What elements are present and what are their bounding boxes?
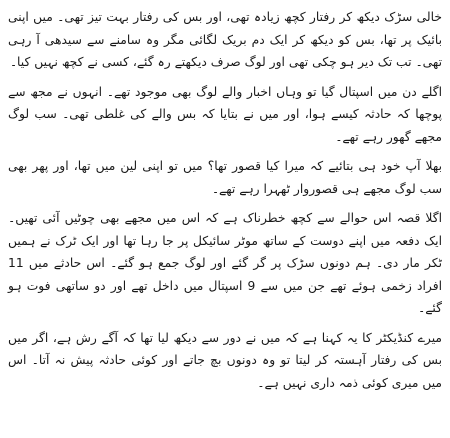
paragraph-5: میرے کنڈیکٹر کا یہ کہنا ہے کہ میں نے دور سے دیکھ لیا تھا کہ آگے رش ہے، اگر میں بس کی رفتار آہستہ کر لیتا تو وہ دونوں بچ جاتے اور کوئی حادثہ پیش نہ آتا۔ اس میں میری کوئی ذمہ داری نہیں ہے۔	[8, 330, 442, 390]
paragraph-1: خالی سڑک دیکھ کر رفتار کچھ زیادہ تھی، اور بس کی رفتار بہت تیز تھی۔ میں اپنی بائیک پر تھا، بس کو دیکھ کر ایک دم بریک لگائی مگر وہ سامنے سے سیدھی آ رہی تھی۔ تب تک دیر ہو چکی تھی اور لوگ صرف دیکھتے رہ گئے، کسی نے کچھ نہیں کیا۔	[8, 10, 442, 69]
paragraph-2: اگلے دن میں اسپتال گیا تو وہاں اخبار والے لوگ بھی موجود تھے۔ انہوں نے مجھ سے پوچھا کہ حادثہ کیسے ہوا، اور میں نے بتایا کہ بس والے کی غلطی تھی۔ سب لوگ مجھے گھور رہے تھے۔	[8, 84, 442, 144]
paragraph-4: اگلا قصہ اس حوالے سے کچھ خطرناک ہے کہ اس میں مجھے بھی چوٹیں آئی تھیں۔ ایک دفعہ میں اپنے دوست کے ساتھ موٹر سائیکل پر جا رہا تھا اور ایک ٹرک نے ہمیں ٹکر مار دی۔ ہم دونوں سڑک پر گر گئے اور لوگ جمع ہو گئے۔ اس حادثے میں 11 افراد زخمی ہوئے تھے جن میں سے 9 اسپتال میں داخل تھے اور دو ساتھی فوت ہو گئے۔	[8, 211, 442, 315]
paragraph-3: بھلا آپ خود ہی بتائیے کہ میرا کیا قصور تھا؟ میں تو اپنی لین میں تھا، اور پھر بھی سب لوگ مجھے ہی قصوروار ٹھہرا رہے تھے۔	[8, 159, 442, 196]
